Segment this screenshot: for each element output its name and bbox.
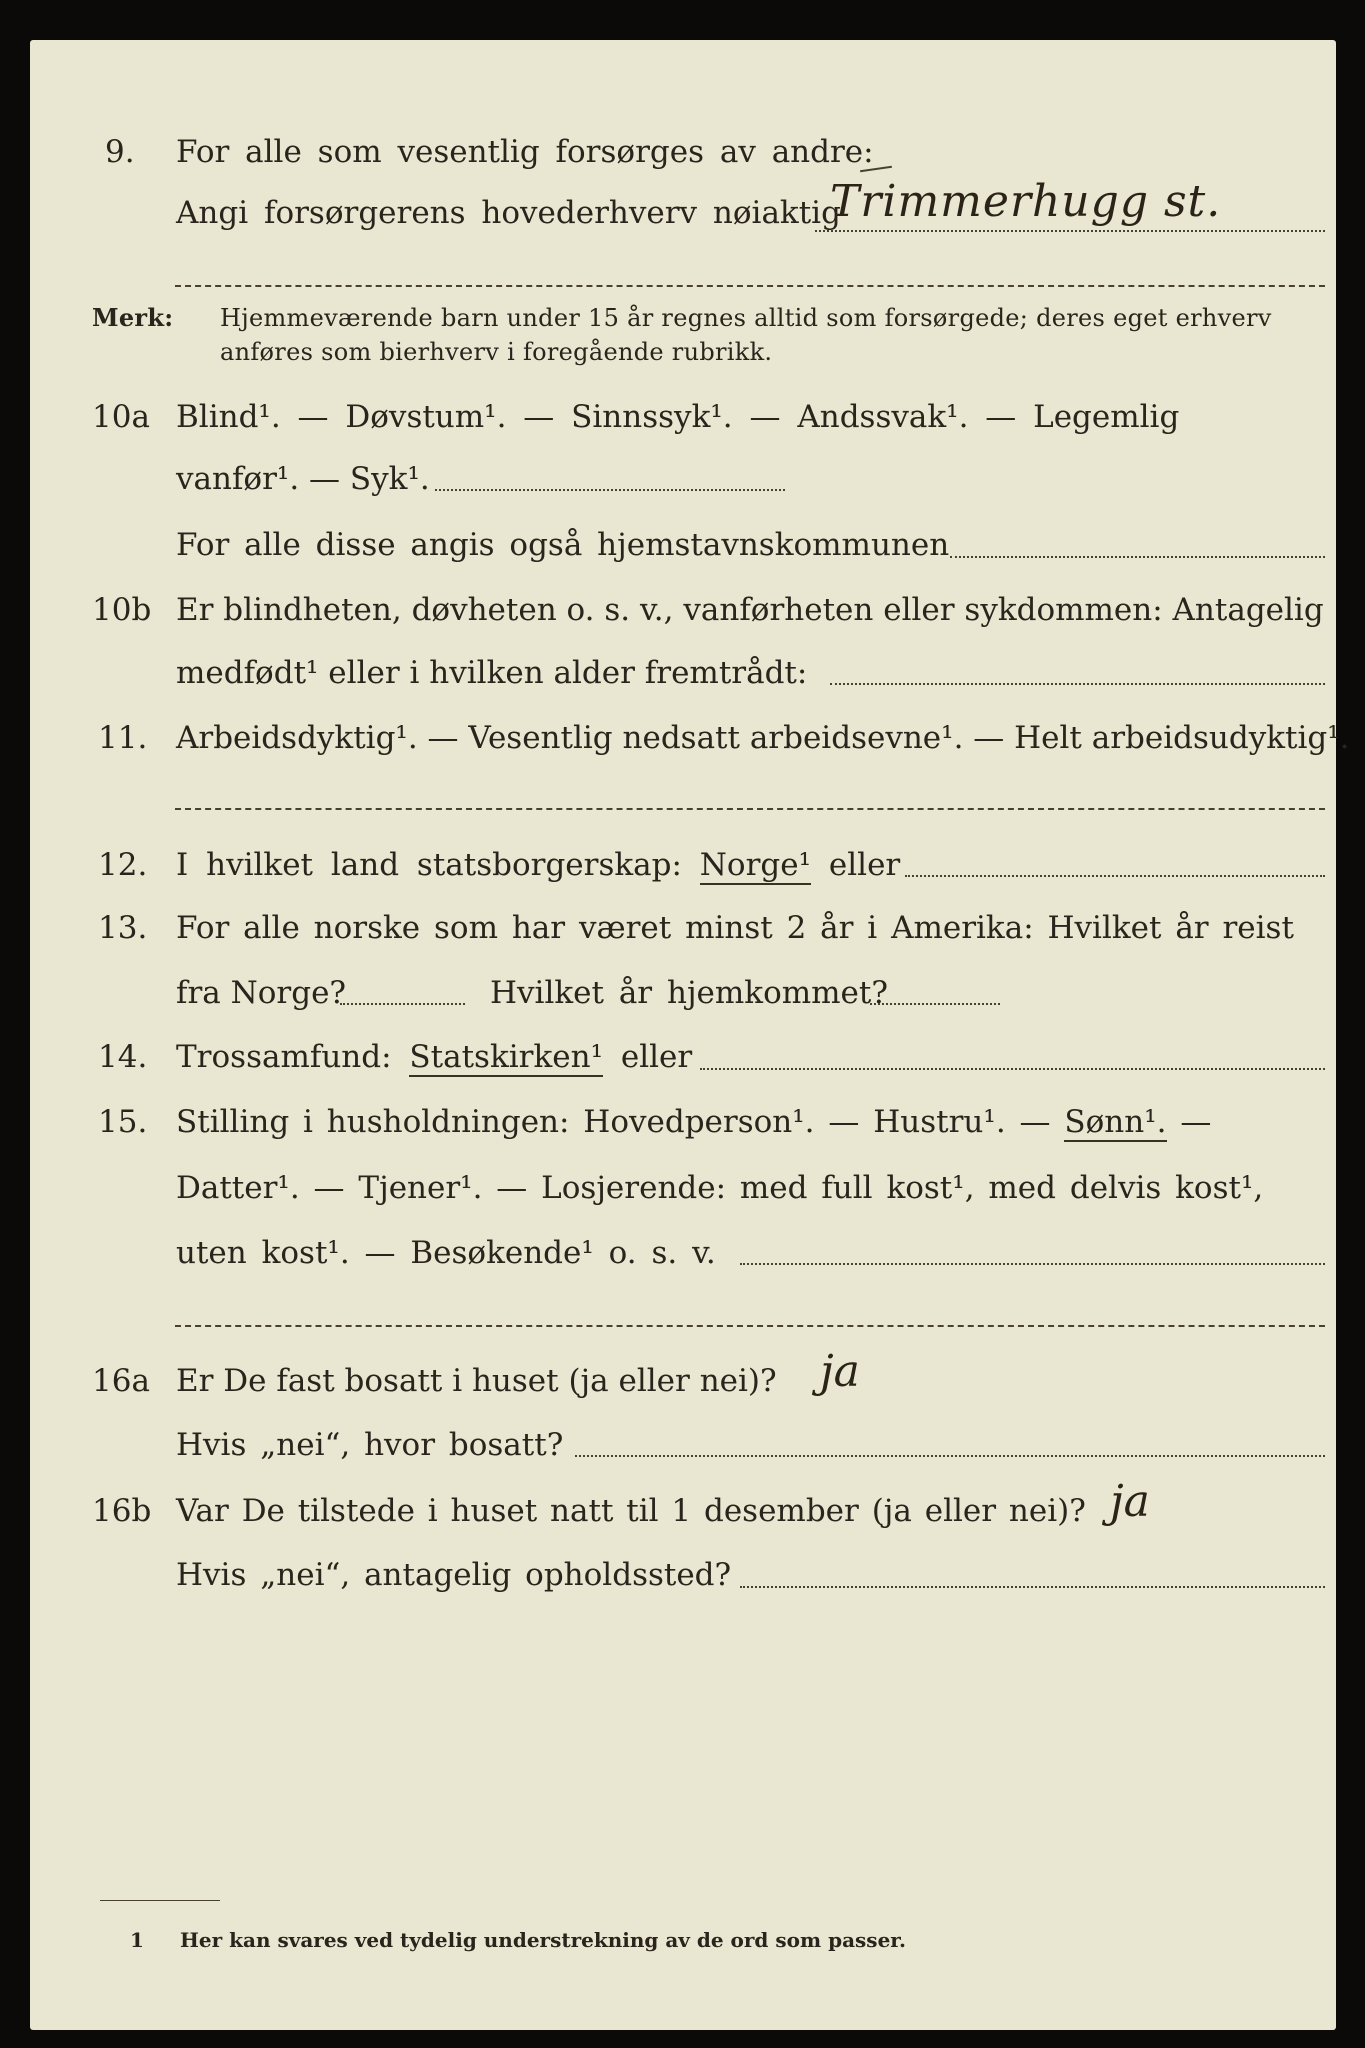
q12-answer-line (905, 875, 1325, 877)
q15-line1-prefix: Stilling i husholdningen: Hovedperson¹. — Hustru¹. — (176, 1104, 1051, 1140)
q9-number: 9. (105, 134, 135, 170)
divider (175, 808, 1325, 810)
q13-hjemkommet-line (870, 1003, 1000, 1005)
q14-prefix: Trossamfund: (176, 1039, 392, 1075)
q14-number: 14. (98, 1039, 148, 1075)
q16a-number: 16a (92, 1363, 150, 1399)
q9-line1: For alle som vesentlig forsørges av andre: (176, 134, 874, 170)
q16a-handwritten-answer: ja (820, 1346, 860, 1397)
q11-number: 11. (98, 720, 148, 756)
q12-number: 12. (98, 847, 148, 883)
q10b-line2: medfødt¹ eller i hvilken alder fremtrådt: (176, 655, 808, 691)
q16b-handwritten-answer: ja (1110, 1476, 1150, 1527)
q13-number: 13. (98, 910, 148, 946)
merk-line2: anføres som bierhverv i foregående rubrikk. (220, 338, 773, 366)
divider (175, 285, 1325, 287)
merk-label: Merk: (92, 303, 174, 332)
q14-line (176, 1039, 693, 1075)
q12-prefix: I hvilket land statsborgerskap: (176, 847, 682, 883)
q15-line1-suffix: — (1180, 1104, 1212, 1140)
q9-line2: Angi forsørgerens hovederhverv nøiaktig (176, 195, 841, 231)
q13-line2b: Hvilket år hjemkommet? (490, 975, 888, 1011)
q14-suffix: eller (620, 1039, 693, 1075)
q10a-line3: For alle disse angis også hjemstavnskommunen (176, 527, 950, 563)
q16b-line2: Hvis „nei“, antagelig opholdssted? (176, 1557, 732, 1593)
q10b-number: 10b (92, 592, 152, 628)
q16a-line2: Hvis „nei“, hvor bosatt? (176, 1427, 564, 1463)
footnote-text: Her kan svares ved tydelig understrekning av de ord som passer. (180, 1928, 906, 1952)
footnote-rule (100, 1900, 220, 1901)
q10a-line2: vanfør¹. — Syk¹. (176, 461, 430, 497)
q14-answer-line (700, 1068, 1325, 1070)
q16a-bosatt-line (575, 1455, 1325, 1457)
q15-sonn-underlined: Sønn¹. (1064, 1104, 1167, 1140)
q15-line3: uten kost¹. — Besøkende¹ o. s. v. (176, 1235, 716, 1271)
q10a-syk-line (435, 489, 785, 491)
q9-handwritten-answer: Trimmerhugg st. (830, 176, 1222, 227)
footnote-mark: 1 (130, 1928, 144, 1952)
q13-reist-line (340, 1003, 465, 1005)
q10b-answer-line (830, 683, 1325, 685)
merk-line1: Hjemmeværende barn under 15 år regnes alltid som forsørgede; deres eget erhverv (220, 304, 1272, 332)
q16b-number: 16b (92, 1493, 152, 1529)
q14-statskirken-underlined: Statskirken¹ (409, 1039, 603, 1075)
q11-line1: Arbeidsdyktig¹. — Vesentlig nedsatt arbeidsevne¹. — Helt arbeidsudyktig¹. (176, 720, 1350, 756)
q15-line2: Datter¹. — Tjener¹. — Losjerende: med full kost¹, med delvis kost¹, (176, 1170, 1264, 1206)
q12-norge-underlined: Norge¹ (699, 847, 812, 883)
census-form-page (30, 40, 1350, 2030)
q16b-line1: Var De tilstede i huset natt til 1 desember (ja eller nei)? (176, 1493, 1086, 1529)
q10a-number: 10a (92, 399, 150, 435)
q15-line1 (176, 1104, 1212, 1140)
q13-line2a: fra Norge? (176, 975, 347, 1011)
q10a-line1: Blind¹. — Døvstum¹. — Sinnssyk¹. — Andssvak¹. — Legemlig (176, 399, 1180, 435)
q15-answer-line (740, 1263, 1325, 1265)
q13-line1: For alle norske som har været minst 2 år i Amerika: Hvilket år reist (176, 910, 1294, 946)
q10a-hjemstavn-line (950, 556, 1325, 558)
divider (175, 1325, 1325, 1327)
q9-answer-line (815, 230, 1325, 232)
q10b-line1: Er blindheten, døvheten o. s. v., vanførheten eller sykdommen: Antagelig (176, 592, 1324, 628)
q12-suffix: eller (828, 847, 901, 883)
q16a-line1: Er De fast bosatt i huset (ja eller nei)? (176, 1363, 777, 1399)
q15-number: 15. (98, 1104, 148, 1140)
q12-line (176, 847, 901, 883)
q16b-opholdssted-line (740, 1586, 1325, 1588)
